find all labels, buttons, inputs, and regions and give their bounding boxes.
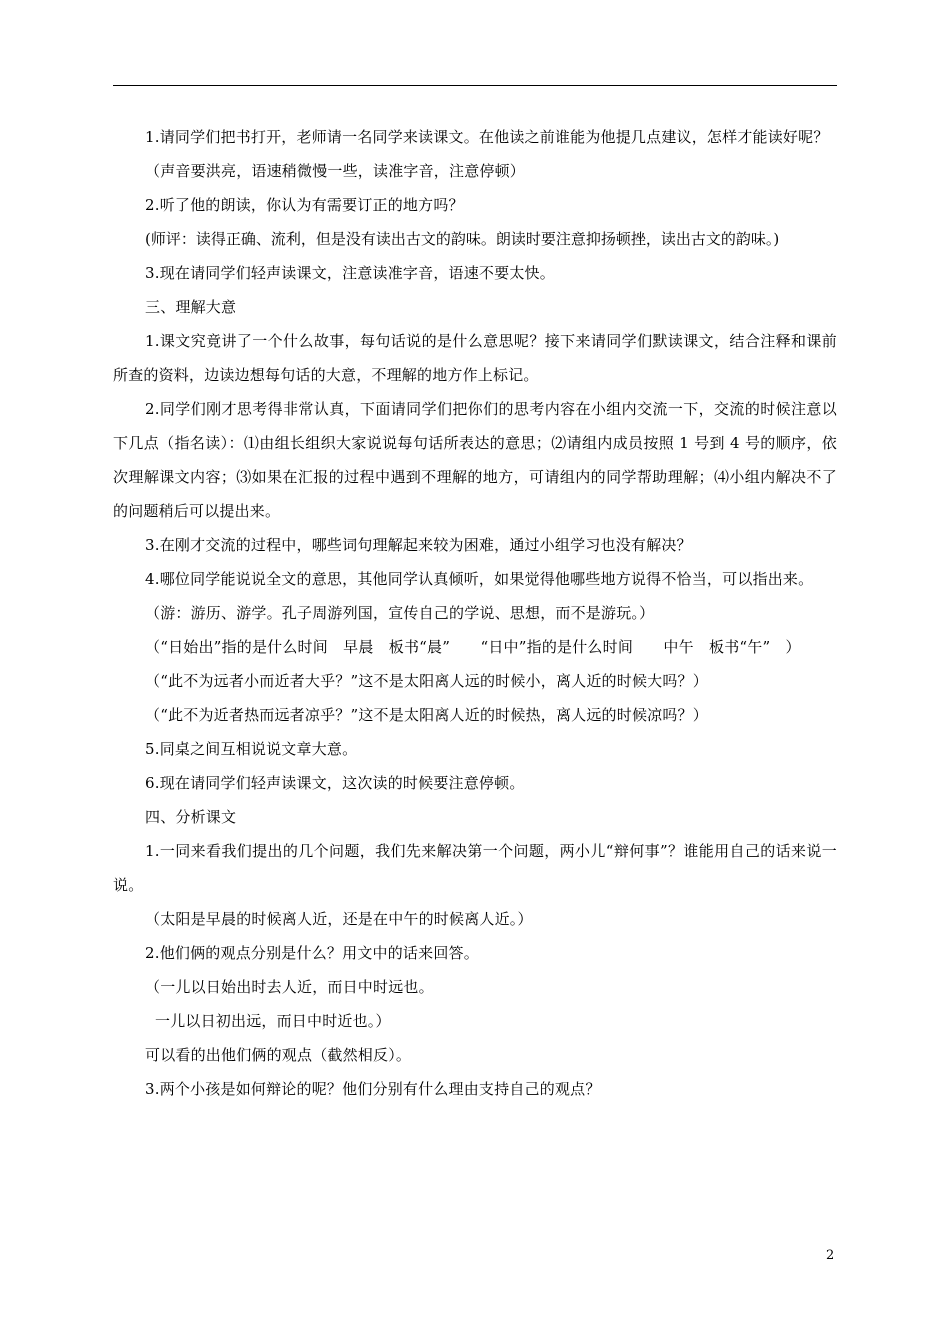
paragraph-2: （声音要洪亮，语速稍微慢一些，读准字音，注意停顿） [145,162,526,180]
paragraph-1: 1.请同学们把书打开，老师请一名同学来读课文。在他读之前谁能为他提几点建议，怎样才能读好呢？ [145,128,829,146]
section-heading-3: 三、理解大意 [145,298,237,316]
paragraph-13: （“此不为近者热而远者凉乎？”这不是太阳离人近的时候热，离人远的时候凉吗？） [145,706,708,724]
paragraph-10: （游：游历、游学。孔子周游列国，宣传自己的学说、思想，而不是游玩。） [145,604,655,622]
paragraph-21: 可以看的出他们俩的观点（截然相反）。 [145,1046,412,1064]
paragraph-20: 一儿以日初出远，而日中时近也。） [155,1012,391,1030]
section-heading-4: 四、分析课文 [145,808,237,826]
paragraph-14: 5.同桌之间互相说说文章大意。 [145,740,358,758]
paragraph-9: 4.哪位同学能说说全文的意思，其他同学认真倾听，如果觉得他哪些地方说得不恰当，可以指出来。 [145,570,814,588]
paragraph-16: 1.一同来看我们提出的几个问题，我们先来解决第一个问题，两小儿“辩何事”？谁能用自己的话来说一说。 [113,842,837,894]
paragraph-22: 3.两个小孩是如何辩论的呢？他们分别有什么理由支持自己的观点？ [145,1080,601,1098]
page-number: 2 [826,1248,835,1263]
paragraph-5: 3.现在请同学们轻声读课文，注意读准字音，语速不要太快。 [145,264,555,282]
paragraph-15: 6.现在请同学们轻声读课文，这次读的时候要注意停顿。 [145,774,525,792]
paragraph-6: 1.课文究竟讲了一个什么故事，每句话说的是什么意思呢？接下来请同学们默读课文，结合注释和课前所查的资料，边读边想每句话的大意，不理解的地方作上标记。 [113,332,837,384]
paragraph-3: 2.听了他的朗读，你认为有需要订正的地方吗？ [145,196,464,214]
paragraph-11: （“日始出”指的是什么时间 早晨 板书“晨” “日中”指的是什么时间 中午 板书“午” ） [145,638,801,656]
paragraph-12: （“此不为远者小而近者大乎？”这不是太阳离人远的时候小，离人近的时候大吗？） [145,672,708,690]
paragraph-7: 2.同学们刚才思考得非常认真，下面请同学们把你们的思考内容在小组内交流一下，交流的时候注意以下几点（指名读）：⑴由组长组织大家说说每句话所表达的意思；⑵请组内成员按照 1 号到 4 号的顺序，依次理解课文内容；⑶如果在汇报的过程中遇到不理解的地方，可请组内的同学帮助理解；⑷小组内解决不了的问题稍后可以提出来。 [113,400,837,520]
paragraph-19: （一儿以日始出时去人近，而日中时远也。 [145,978,434,996]
paragraph-18: 2.他们俩的观点分别是什么？用文中的话来回答。 [145,944,479,962]
paragraph-4: (师评：读得正确、流利，但是没有读出古文的韵味。朗读时要注意抑扬顿挫，读出古文的韵味。) [145,230,780,248]
paragraph-17: （太阳是早晨的时候离人近，还是在中午的时候离人近。） [145,910,533,928]
header-rule [113,85,837,86]
paragraph-8: 3.在刚才交流的过程中，哪些词句理解起来较为困难，通过小组学习也没有解决？ [145,536,692,554]
document-body [113,120,837,1106]
